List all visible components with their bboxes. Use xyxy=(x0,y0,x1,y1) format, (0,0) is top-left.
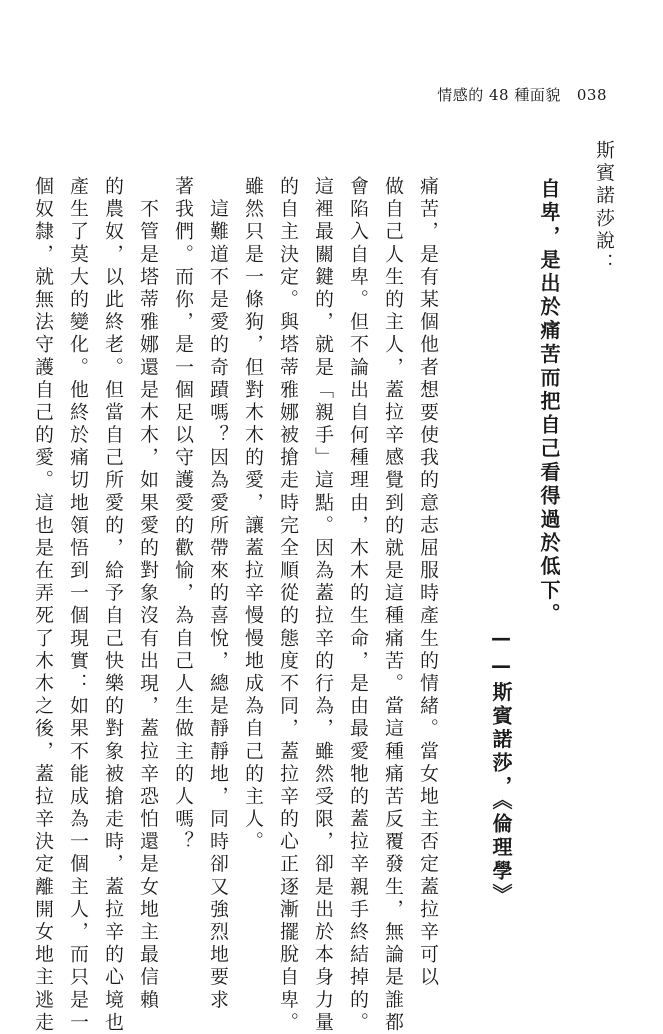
body-column-4: 這裡最關鍵的，就是「親手」這點。因為蓋拉辛的行為，雖然受限，卻是出於本身力量 xyxy=(312,176,333,1034)
body-column-9: 不管是塔蒂雅娜還是木木，如果愛的對象沒有出現，蓋拉辛恐怕還是女地主最信賴 xyxy=(137,176,158,1012)
chapter-title: 情感的 48 種面貌 xyxy=(437,86,561,104)
body-column-8: 著我們。而你，是一個足以守護愛的歡愉，為自己人生做主的人嗎？ xyxy=(172,176,193,854)
body-column-3: 會陷入自卑。但不論出自何種理由，木木的生命，是由最愛牠的蓋拉辛親手終結掉的。 xyxy=(347,176,368,1034)
body-column-12: 個奴隸，就無法守護自己的愛。這也是在弄死了木木之後，蓋拉辛決定離開女地主逃走 xyxy=(32,176,53,1034)
body-column-5: 的自主決定。與塔蒂雅娜被搶走時完全順從的態度不同，蓋拉辛的心正逐漸擺脫自卑。 xyxy=(277,176,298,1034)
intro-line: 斯賓諾莎說： xyxy=(593,140,614,276)
page-number: 038 xyxy=(576,86,607,104)
running-header xyxy=(437,84,607,105)
body-column-10: 的農奴，以此終老。但當自己所愛的，給予自己快樂的對象被搶走時，蓋拉辛的心境也 xyxy=(102,176,123,1034)
body-column-2: 做自己人生的主人，蓋拉辛感覺到的就是這種痛苦。當這種痛苦反覆發生，無論是誰都 xyxy=(382,176,403,1034)
body-column-1: 痛苦，是有某個他者想要使我的意志屈服時產生的情緒。當女地主否定蓋拉辛可以 xyxy=(417,176,438,990)
body-column-7: 這難道不是愛的奇蹟嗎？因為愛所帶來的喜悅，總是靜靜地，同時卻又強烈地要求 xyxy=(207,176,228,1012)
body-column-6: 雖然只是一條狗，但對木木的愛，讓蓋拉辛慢慢地成為自己的主人。 xyxy=(242,176,263,854)
body-column-11: 產生了莫大的變化。他終於痛切地領悟到一個現實：如果不能成為一個主人，而只是一 xyxy=(67,176,88,1034)
quote-attribution: ——斯賓諾莎，《倫理學》 xyxy=(489,626,513,908)
quote-text: 自卑，是出於痛苦而把自己看得過於低下。 xyxy=(537,178,561,627)
